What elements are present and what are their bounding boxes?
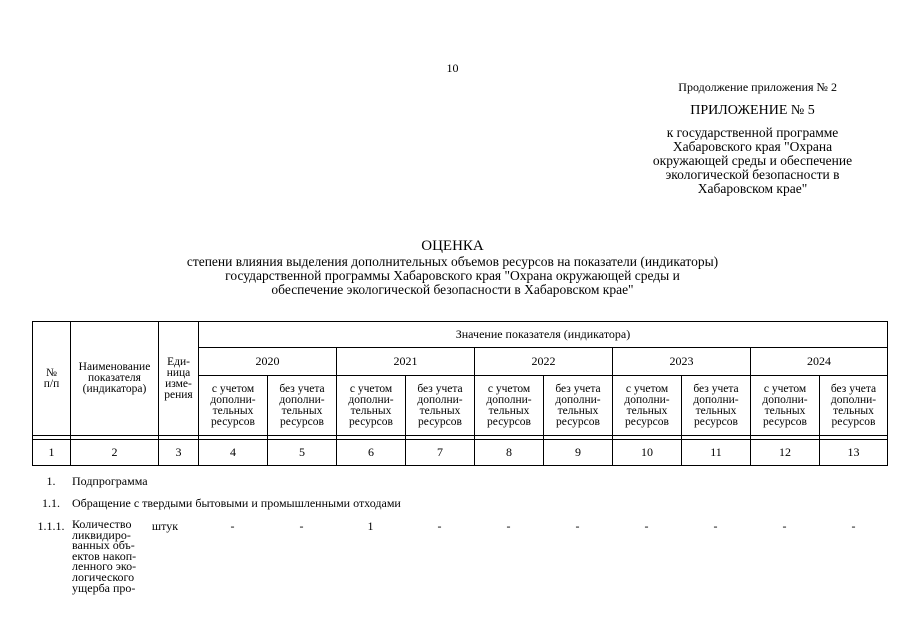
annex-title: ПРИЛОЖЕНИЕ № 5	[690, 103, 815, 118]
header-with-resources: с учетом дополни- тельных ресурсов	[751, 376, 820, 436]
header-with-resources: с учетом дополни- тельных ресурсов	[613, 376, 682, 436]
annex-subtitle: к государственной программе Хабаровского края "Охрана окружающей среды и обеспечение экологической безопасности в Хабаровском крае"	[652, 125, 853, 196]
value-cell: -	[713, 519, 718, 533]
column-number: 12	[751, 440, 820, 466]
header-year: 2023	[613, 348, 751, 376]
table-row	[32, 519, 905, 599]
header-without-resources: без учета дополни- тельных ресурсов	[406, 376, 475, 436]
header-with-resources: с учетом дополни- тельных ресурсов	[475, 376, 544, 436]
header-with-resources: с учетом дополни- тельных ресурсов	[337, 376, 406, 436]
column-number: 8	[475, 440, 544, 466]
column-number: 10	[613, 440, 682, 466]
row-number: 1.1.1.	[37, 519, 65, 533]
column-number: 6	[337, 440, 406, 466]
header-col-number: № п/п	[33, 322, 71, 436]
row-number: 1.	[46, 474, 56, 488]
heading-title: ОЦЕНКА	[421, 238, 484, 254]
value-cell: -	[299, 519, 304, 533]
header-without-resources: без учета дополни- тельных ресурсов	[268, 376, 337, 436]
column-number: 2	[71, 440, 159, 466]
header-group-value: Значение показателя (индикатора)	[199, 322, 888, 348]
header-without-resources: без учета дополни- тельных ресурсов	[820, 376, 888, 436]
annex-block	[600, 103, 905, 196]
header-year: 2022	[475, 348, 613, 376]
header-year: 2021	[337, 348, 475, 376]
indicator-table	[32, 321, 888, 466]
column-number: 11	[682, 440, 751, 466]
document-heading	[0, 238, 905, 297]
value-cell: -	[437, 519, 442, 533]
heading-subtitle: степени влияния выделения дополнительных объемов ресурсов на показатели (индикаторы) государственной программы Хабаровского края "Охрана окружающей среды и обеспечение экологической безопасности в Хабаровском крае"	[186, 254, 719, 297]
value-cell: -	[230, 519, 235, 533]
value-cell: -	[644, 519, 649, 533]
value-cell: -	[506, 519, 511, 533]
column-number: 13	[820, 440, 888, 466]
column-number: 5	[268, 440, 337, 466]
column-number: 7	[406, 440, 475, 466]
value-cell: -	[782, 519, 787, 533]
value-cell: 1	[367, 519, 374, 533]
header-year: 2024	[751, 348, 888, 376]
row-number: 1.1.	[42, 496, 60, 510]
row-section-title: Обращение с твердыми бытовыми и промышленными отходами	[72, 496, 401, 510]
column-number: 1	[33, 440, 71, 466]
header-with-resources: с учетом дополни- тельных ресурсов	[199, 376, 268, 436]
column-number: 4	[199, 440, 268, 466]
column-number: 9	[544, 440, 613, 466]
header-year: 2020	[199, 348, 337, 376]
indicator-unit: штук	[151, 519, 179, 533]
header-without-resources: без учета дополни- тельных ресурсов	[682, 376, 751, 436]
header-without-resources: без учета дополни- тельных ресурсов	[544, 376, 613, 436]
continuation-label: Продолжение приложения № 2	[678, 80, 837, 94]
indicator-name: Количество ликвидиро- ванных объ- ектов накоп- ленного эко- логического ущерба про-	[72, 517, 137, 595]
value-cell: -	[851, 519, 856, 533]
page-number: 10	[446, 61, 459, 75]
value-cell: -	[575, 519, 580, 533]
row-section-title: Подпрограмма	[72, 474, 148, 488]
column-number: 3	[159, 440, 199, 466]
header-col-unit: Еди- ница изме- рения	[159, 322, 199, 436]
header-col-name: Наименование показателя (индикатора)	[71, 322, 159, 436]
